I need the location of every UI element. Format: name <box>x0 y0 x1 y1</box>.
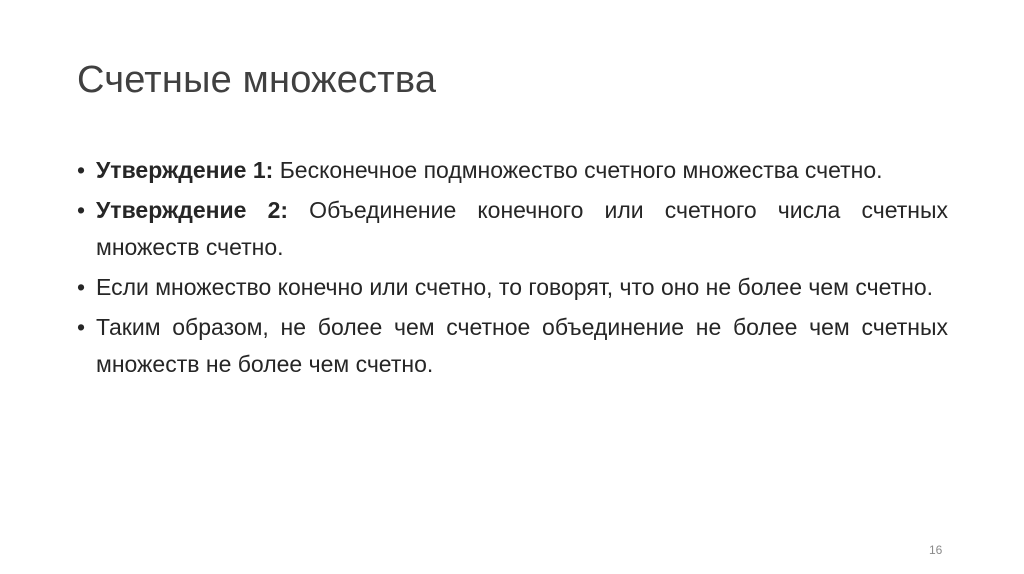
statement-label: Утверждение 1: <box>96 157 274 183</box>
statement-label: Утверждение 2: <box>96 197 289 223</box>
bullet-item <box>77 192 948 266</box>
bullet-dot-icon: • <box>77 197 86 223</box>
bullet-text: Бесконечное подмножество счетного множества счетно. <box>273 157 883 183</box>
bullet-list <box>77 152 948 386</box>
bullet-item <box>77 152 948 189</box>
bullet-text: Объединение конечного или счетного числа счетных множеств счетно. <box>96 197 948 260</box>
bullet-text: Таким образом, не более чем счетное объединение не более чем счетных множеств не более чем счетно. <box>96 314 948 377</box>
bullet-text: Если множество конечно или счетно, то говорят, что оно не более чем счетно. <box>96 274 934 300</box>
page-number: 16 <box>929 543 943 557</box>
bullet-item <box>77 269 948 306</box>
bullet-item <box>77 309 948 383</box>
bullet-dot-icon: • <box>77 274 86 300</box>
slide-title: Счетные множества <box>77 59 437 101</box>
bullet-dot-icon: • <box>77 314 86 340</box>
bullet-dot-icon: • <box>77 157 86 183</box>
